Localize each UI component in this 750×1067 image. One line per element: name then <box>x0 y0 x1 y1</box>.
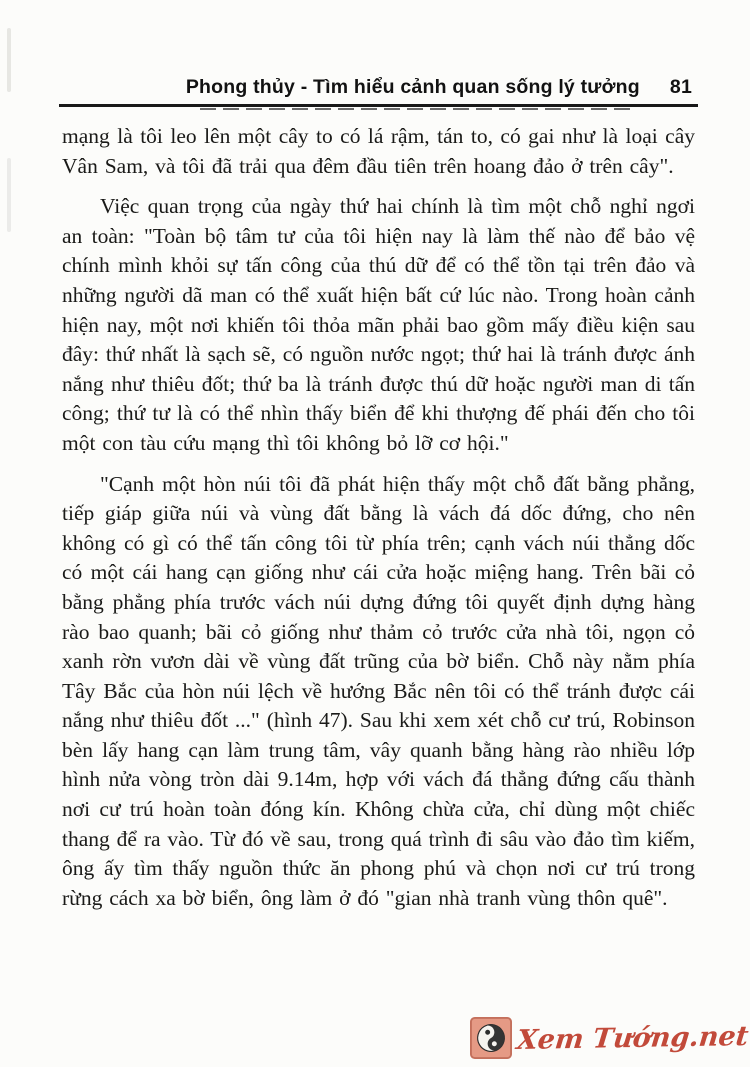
scan-artifact <box>7 158 11 232</box>
yin-yang-icon <box>470 1017 512 1059</box>
header-rule <box>59 104 698 107</box>
page-header <box>62 76 692 99</box>
scan-artifact <box>7 28 11 92</box>
page-number: 81 <box>669 76 692 98</box>
watermark <box>470 1017 748 1059</box>
page-body <box>62 122 695 913</box>
watermark-text: Xem Tướng.net <box>515 1020 750 1056</box>
paragraph: Việc quan trọng của ngày thứ hai chính là tìm một chỗ nghỉ ngơi an toàn: "Toàn bộ tâm tư của tôi hiện nay là làm thế nào để bảo vệ chính mình khỏi sự tấn công của thú dữ để có thể tồn tại trên đảo và những người dã man có thể xuất hiện bất cứ lúc nào. Trong hoàn cảnh hiện nay, một nơi khiến tôi thỏa mãn phải bao gồm mấy điều kiện sau đây: thứ nhất là sạch sẽ, có nguồn nước ngọt; thứ hai là tránh được ánh nắng như thiêu đốt; thứ ba là tránh được thú dữ hoặc người man di tấn công; thứ tư là có thể nhìn thấy biển để khi thượng đế phái đến cho tôi một con tàu cứu mạng thì tôi không bỏ lỡ cơ hội." <box>62 194 695 455</box>
paragraph-continuation: mạng là tôi leo lên một cây to có lá rậm, tán to, có gai như là loại cây Vân Sam, và tôi đã trải qua đêm đầu tiên trên hoang đảo ở trên cây". <box>62 124 695 178</box>
paragraph: "Cạnh một hòn núi tôi đã phát hiện thấy một chỗ đất bằng phẳng, tiếp giáp giữa núi và vùng đất bằng là vách đá dốc đứng, cho nên không có gì có thể tấn công tôi từ phía trên; cạnh vách núi thẳng dốc có một cái hang cạn giống như cái cửa hoặc miệng hang. Trên bãi cỏ bằng phẳng phía trước vách núi dựng đứng tôi quyết định dựng hàng rào bao quanh; bãi cỏ giống như thảm cỏ trước cửa nhà tôi, ngọn cỏ xanh rờn vươn dài về vùng đất trũng của bờ biển. Chỗ này nằm phía Tây Bắc của hòn núi lệch về hướng Bắc nên tôi có thể tránh được cái nắng như thiêu đốt ..." (hình 47). Sau khi xem xét chỗ cư trú, Robinson bèn lấy hang cạn làm trung tâm, vây quanh bằng hàng rào nhiều lớp hình nửa vòng tròn dài 9.14m, hợp với vách đá thẳng đứng cấu thành nơi cư trú hoàn toàn đóng kín. Không chừa cửa, chỉ dùng một chiếc thang để ra vào. Từ đó về sau, trong quá trình đi sâu vào đảo tìm kiếm, ông ấy tìm thấy nguồn thức ăn phong phú và chọn nơi cư trú trong rừng cách xa bờ biển, ông làm ở đó "gian nhà tranh vùng thôn quê". <box>62 471 695 910</box>
running-head-title: Phong thủy - Tìm hiểu cảnh quan sống lý tưởng <box>185 76 640 98</box>
